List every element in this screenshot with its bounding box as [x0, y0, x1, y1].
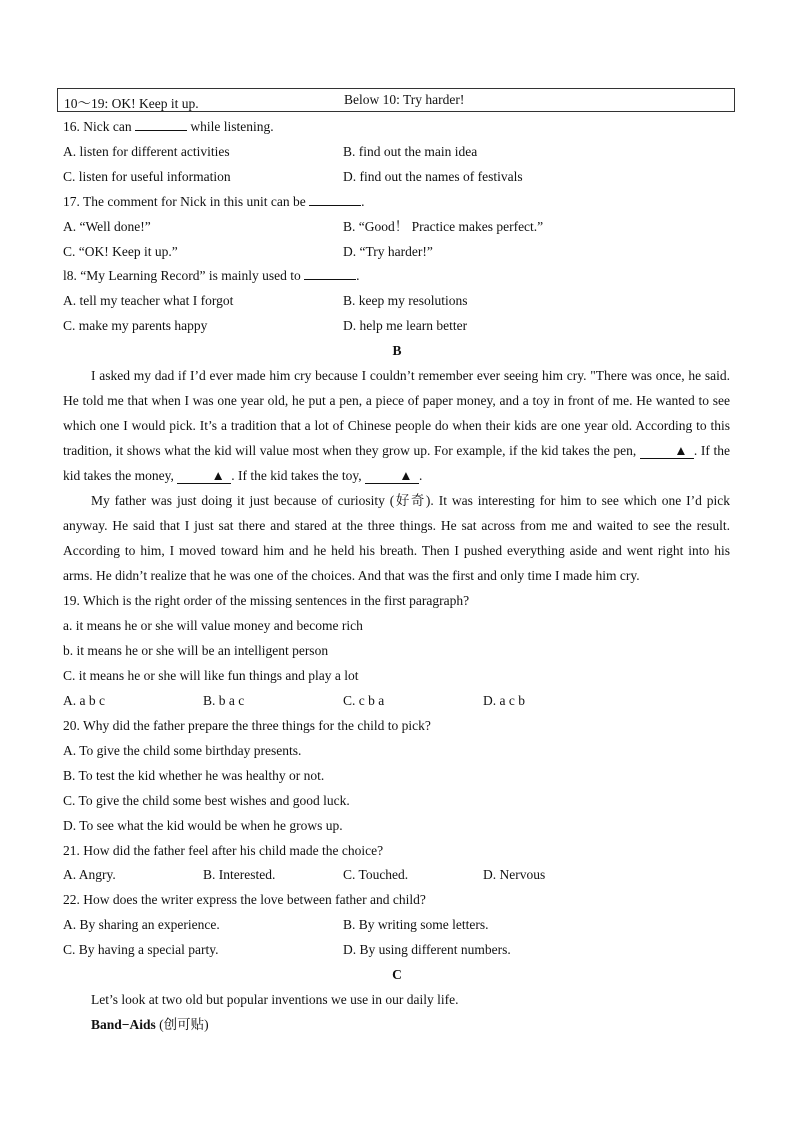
- question-18: l8. “My Learning Record” is mainly used to .: [63, 268, 360, 283]
- passage-b-paragraph-1: I asked my dad if I’d ever made him cry because I couldn’t remember ever seeing him cry. "There was once, he said. He told me that when I was one year old, he put a pen, a piece of paper money, and a toy in front of me. He wanted to see which one I would pick. It’s a tradition that a lot of Chinese people do when their kids are one year old. According to this tradition, it shows what the kid will value most when they grow up. For example, if the kid takes the pen, ▲ . If the kid takes the money, ▲ . If the kid takes the toy, ▲ .: [63, 368, 731, 483]
- section-c-heading: C: [392, 967, 402, 982]
- q20-option-b: B. To test the kid whether he was healthy or not.: [63, 768, 325, 783]
- q19-sentence-c: C. it means he or she will like fun things and play a lot: [63, 668, 359, 683]
- question-21: 21. How did the father feel after his child made the choice?: [63, 843, 384, 858]
- passage-blank-2: ▲: [177, 469, 231, 484]
- passage-blank-1: ▲: [640, 444, 694, 459]
- q19-option-b: B. b a c: [203, 693, 245, 708]
- question-22: 22. How does the writer express the love between father and child?: [63, 892, 426, 907]
- q16-option-d: D. find out the names of festivals: [343, 169, 523, 184]
- q21-option-a: A. Angry.: [63, 867, 116, 882]
- q16-option-a: A. listen for different activities: [63, 144, 230, 159]
- q18-option-c: C. make my parents happy: [63, 318, 208, 333]
- q19-option-c: C. c b a: [343, 693, 385, 708]
- q20-option-a: A. To give the child some birthday presents.: [63, 743, 302, 758]
- q18-option-d: D. help me learn better: [343, 318, 468, 333]
- q16-option-c: C. listen for useful information: [63, 169, 231, 184]
- q22-option-d: D. By using different numbers.: [343, 942, 511, 957]
- q16-option-b: B. find out the main idea: [343, 144, 478, 159]
- q22-option-a: A. By sharing an experience.: [63, 917, 220, 932]
- section-b-heading: B: [392, 343, 402, 358]
- passage-blank-3: ▲: [365, 469, 419, 484]
- q19-sentence-a: a. it means he or she will value money and become rich: [63, 618, 363, 633]
- q20-option-d: D. To see what the kid would be when he grows up.: [63, 818, 343, 833]
- q18-option-a: A. tell my teacher what I forgot: [63, 293, 234, 308]
- passage-c-subtitle: Band−Aids (创可贴): [91, 1017, 209, 1032]
- question-19: 19. Which is the right order of the missing sentences in the first paragraph?: [63, 593, 470, 608]
- q17-option-d: D. “Try harder!”: [343, 244, 433, 259]
- question-17: 17. The comment for Nick in this unit can be .: [63, 194, 365, 209]
- q21-option-b: B. Interested.: [203, 867, 276, 882]
- answer-blank: [304, 279, 356, 280]
- passage-c-intro: Let’s look at two old but popular inventions we use in our daily life.: [91, 992, 459, 1007]
- passage-b-paragraph-2: My father was just doing it just because of curiosity (好奇). It was interesting for him to see which one I’d pick anyway. He said that I just sat there and stared at the three things. He sat across from me and waited to see the result. According to him, I moved toward him and he held his breath. Then I pushed everything aside and went right into his arms. He didn’t realize that he was one of the choices. And that was the first and only time I made him cry.: [63, 493, 730, 583]
- question-16: 16. Nick can while listening.: [63, 119, 274, 134]
- q20-option-c: C. To give the child some best wishes and good luck.: [63, 793, 350, 808]
- score-range-low: Below 10: Try harder!: [344, 92, 465, 107]
- q22-option-b: B. By writing some letters.: [343, 917, 489, 932]
- q17-option-b: B. “Good！ Practice makes perfect.”: [343, 219, 544, 234]
- q17-option-c: C. “OK! Keep it up.”: [63, 244, 178, 259]
- q19-sentence-b: b. it means he or she will be an intelligent person: [63, 643, 329, 658]
- q21-option-d: D. Nervous: [483, 867, 546, 882]
- q19-option-a: A. a b c: [63, 693, 105, 708]
- answer-blank: [135, 130, 187, 131]
- q17-option-a: A. “Well done!”: [63, 219, 151, 234]
- q18-option-b: B. keep my resolutions: [343, 293, 468, 308]
- q19-option-d: D. a c b: [483, 693, 525, 708]
- score-range-mid: 10～19: OK! Keep it up.: [64, 96, 199, 111]
- q22-option-c: C. By having a special party.: [63, 942, 219, 957]
- score-table: [57, 88, 735, 112]
- question-20: 20. Why did the father prepare the three things for the child to pick?: [63, 718, 431, 733]
- answer-blank: [309, 205, 361, 206]
- q21-option-c: C. Touched.: [343, 867, 409, 882]
